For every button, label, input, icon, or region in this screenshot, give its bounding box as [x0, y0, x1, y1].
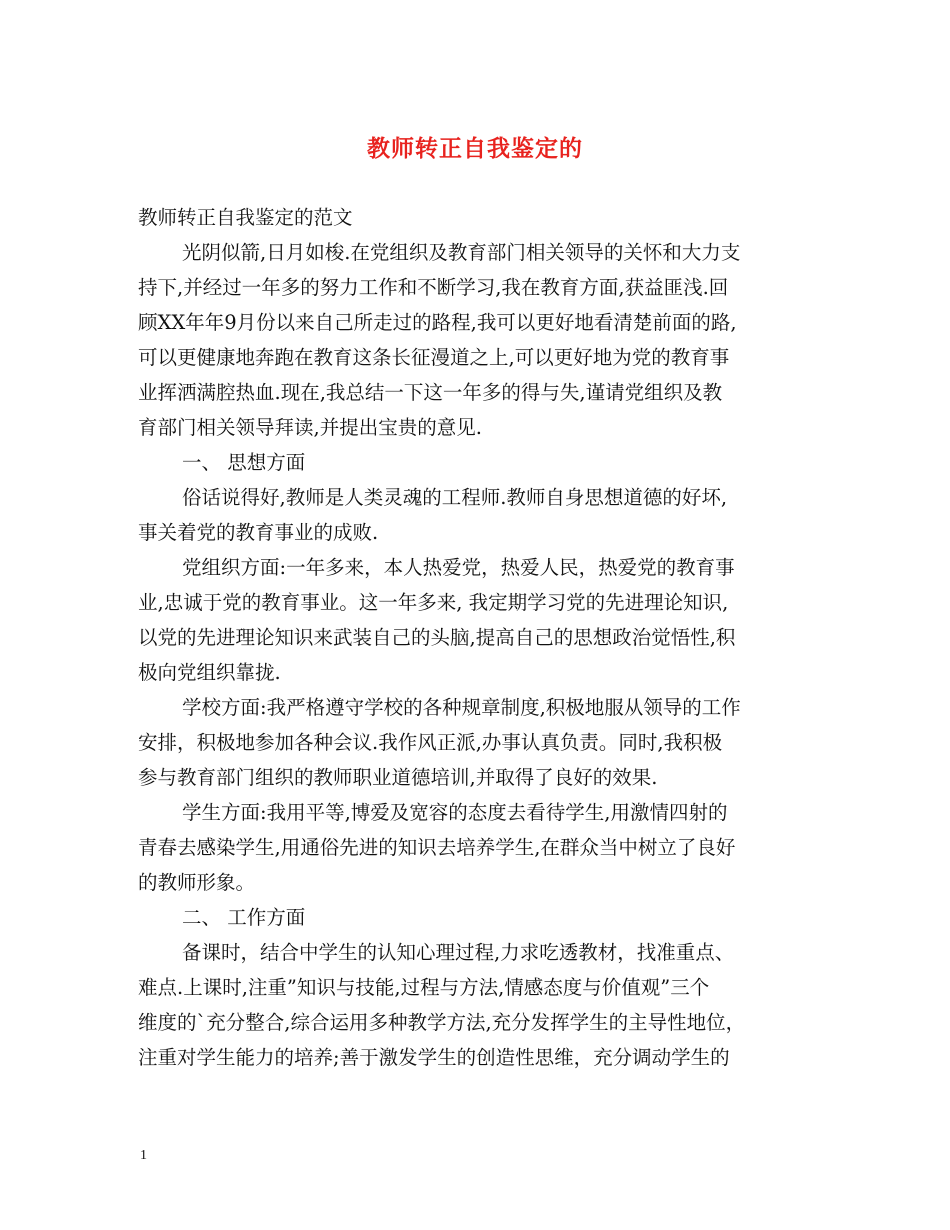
document-title: 教师转正自我鉴定的 [367, 135, 583, 162]
paragraph-line: 学生方面:我用平等,博爱及宽容的态度去看待学生,用激情四射的 [182, 801, 728, 824]
paragraph-line: 光阴似箭,日月如梭.在党组织及教育部门相关领导的关怀和大力支 [182, 241, 741, 264]
paragraph-line: 极向党组织靠拢. [138, 661, 281, 684]
paragraph-line: 安排，积极地参加各种会议.我作风正派,办事认真负责。同时,我积极 [138, 731, 723, 754]
paragraph-line: 育部门相关领导拜读,并提出宝贵的意见. [138, 416, 482, 439]
paragraph-line: 的教师形象。 [138, 871, 256, 894]
paragraph-line: 青春去感染学生,用通俗先进的知识去培养学生,在群众当中树立了良好 [138, 836, 736, 859]
paragraph-line: 持下,并经过一年多的努力工作和不断学习,我在教育方面,获益匪浅.回 [138, 276, 729, 299]
paragraph-line: 备课时，结合中学生的认知心理过程,力求吃透教材，找准重点、 [182, 941, 735, 964]
page-number: 1 [140, 1148, 147, 1163]
paragraph-line: 维度的`充分整合,综合运用多种教学方法,充分发挥学生的主导性地位， [138, 1011, 746, 1034]
paragraph-line: 以党的先进理论知识来武装自己的头脑,提高自己的思想政治觉悟性,积 [138, 626, 736, 649]
paragraph-line: 业,忠诚于党的教育事业。这一年多来, 我定期学习党的先进理论知识, [138, 591, 729, 614]
paragraph-line: 注重对学生能力的培养;善于激发学生的创造性思维，充分调动学生的 [138, 1046, 730, 1069]
paragraph-line: 难点.上课时,注重”知识与技能,过程与方法,情感态度与价值观”三个 [138, 976, 710, 999]
section-heading: 一、 思想方面 [182, 451, 306, 474]
paragraph-line: 党组织方面:一年多来，本人热爱党，热爱人民，热爱党的教育事 [182, 556, 735, 579]
paragraph-line: 参与教育部门组织的教师职业道德培训,并取得了良好的效果. [138, 766, 658, 789]
subtitle-line: 教师转正自我鉴定的范文 [138, 206, 353, 229]
paragraph-line: 业挥洒满腔热血.现在,我总结一下这一年多的得与失,谨请党组织及教 [138, 381, 723, 404]
document-body [138, 200, 818, 1075]
paragraph-line: 可以更健康地奔跑在教育这条长征漫道之上,可以更好地为党的教育事 [138, 346, 730, 369]
paragraph-line: 俗话说得好,教师是人类灵魂的工程师.教师自身思想道德的好坏, [182, 486, 728, 509]
paragraph-line: 顾XX年年9月份以来自己所走过的路程,我可以更好地看清楚前面的路, [138, 311, 737, 334]
paragraph-line: 事关着党的教育事业的成败. [138, 521, 379, 544]
paragraph-line: 学校方面:我严格遵守学校的各种规章制度,积极地服从领导的工作 [182, 696, 741, 719]
section-heading: 二、 工作方面 [182, 906, 306, 929]
